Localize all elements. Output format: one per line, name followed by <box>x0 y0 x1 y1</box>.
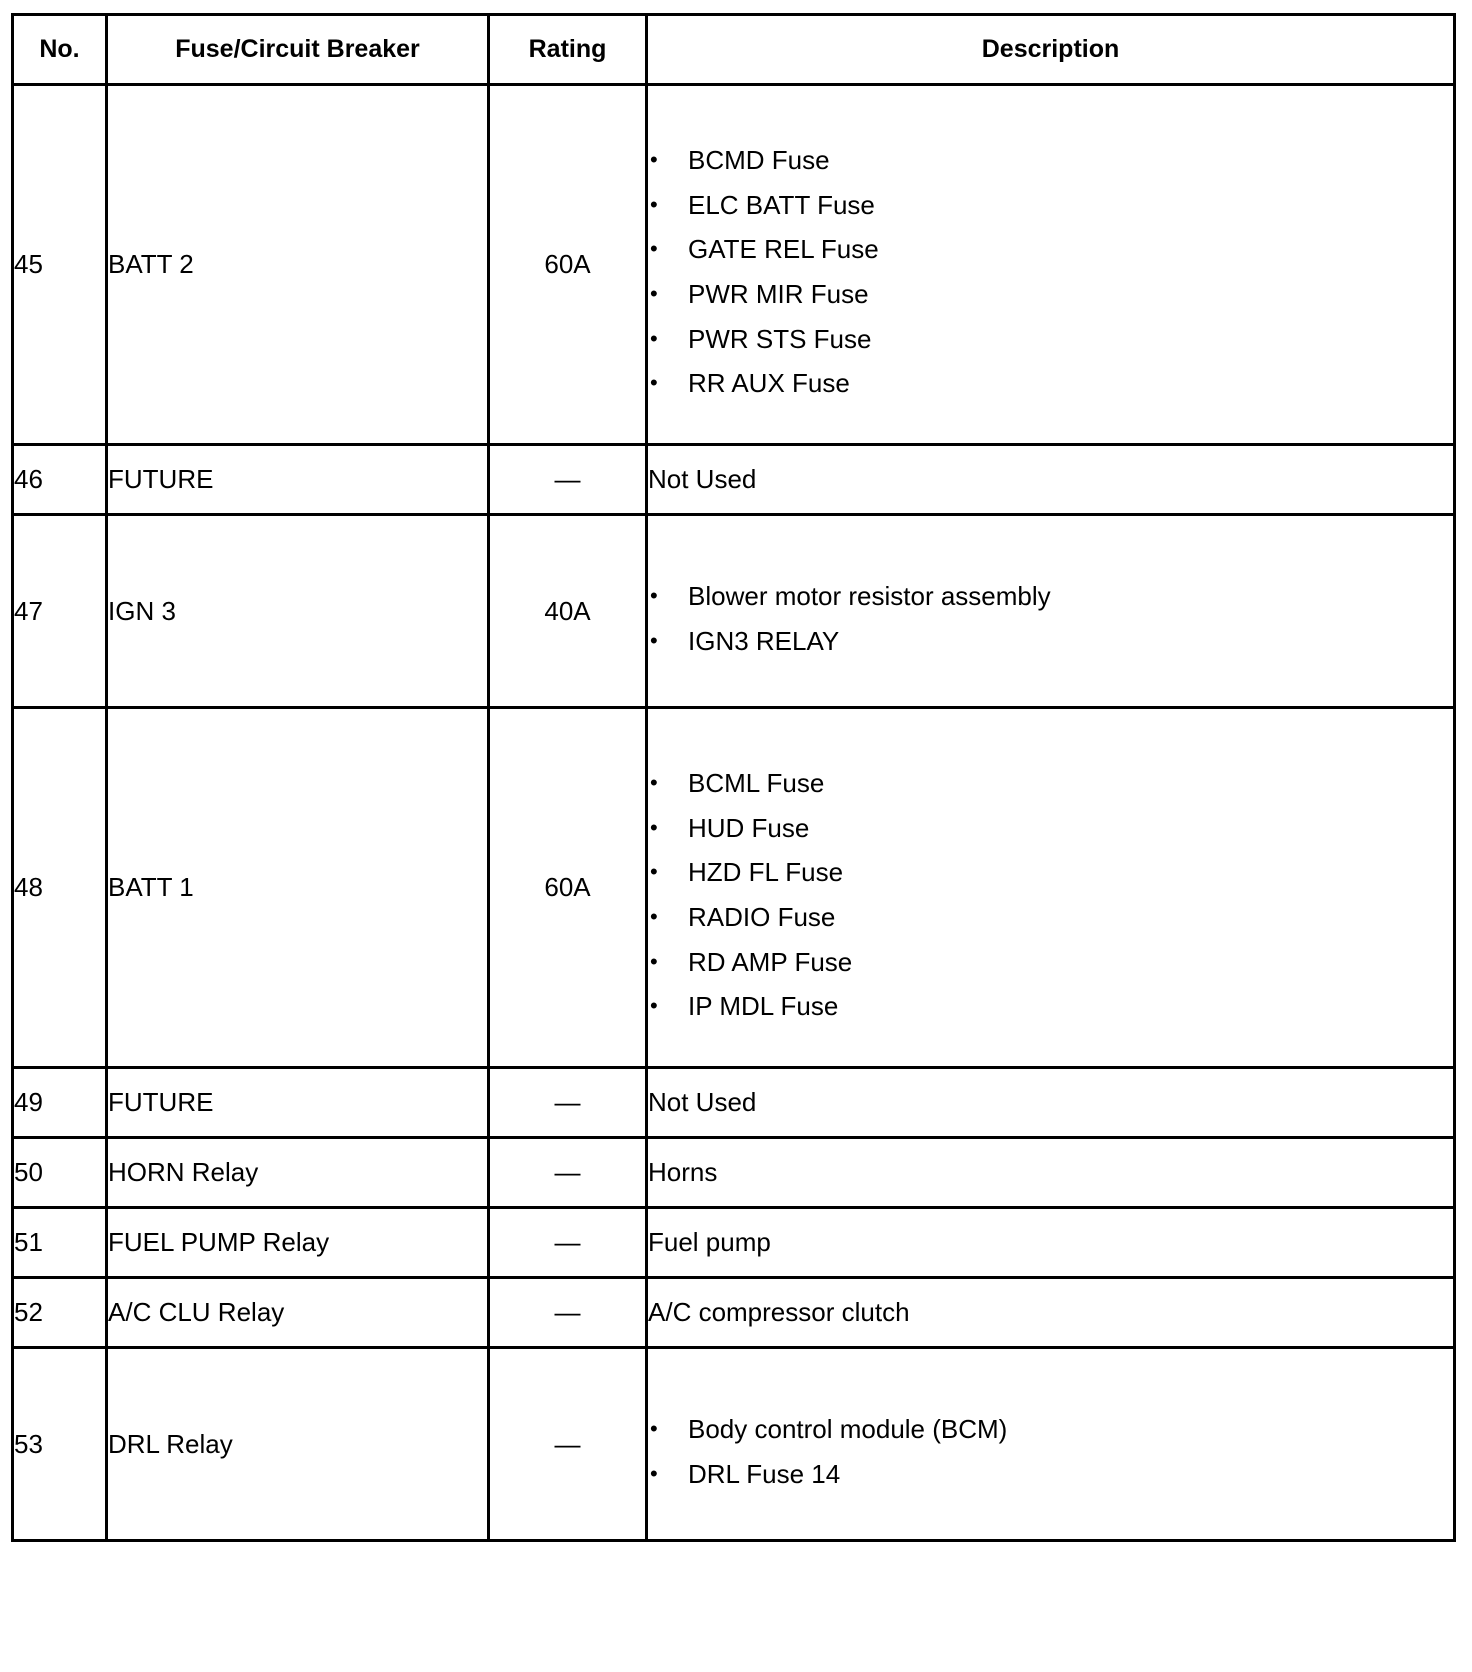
description-cell <box>647 515 1455 708</box>
description-item: • HUD Fuse <box>648 808 1453 853</box>
fuse-rating: — <box>489 1348 647 1541</box>
fuse-rating: 60A <box>489 85 647 445</box>
fuse-rating: — <box>489 1138 647 1208</box>
description-item: • PWR STS Fuse <box>648 319 1453 364</box>
description-item: • RR AUX Fuse <box>648 363 1453 408</box>
row-number: 46 <box>13 445 107 515</box>
description-text: Not Used <box>647 1068 1455 1138</box>
fuse-name: A/C CLU Relay <box>107 1278 489 1348</box>
description-cell <box>647 85 1455 445</box>
fuse-rating: 60A <box>489 708 647 1068</box>
description-item: • RD AMP Fuse <box>648 942 1453 987</box>
description-item: • Blower motor resistor assembly <box>648 576 1453 621</box>
fuse-rating: — <box>489 445 647 515</box>
row-number: 50 <box>13 1138 107 1208</box>
description-item: • DRL Fuse 14 <box>648 1454 1453 1499</box>
table-row <box>13 85 1455 445</box>
fuse-name: DRL Relay <box>107 1348 489 1541</box>
fuse-table <box>11 13 1456 1542</box>
description-item: • IGN3 RELAY <box>648 621 1453 666</box>
header-row <box>13 15 1455 85</box>
description-text: Not Used <box>647 445 1455 515</box>
row-number: 53 <box>13 1348 107 1541</box>
description-item: • HZD FL Fuse <box>648 852 1453 897</box>
table-header <box>13 15 1455 85</box>
table-row <box>13 445 1455 515</box>
table-body <box>13 85 1455 1541</box>
fuse-name: FUTURE <box>107 445 489 515</box>
header-fuse: Fuse/Circuit Breaker <box>107 15 489 85</box>
fuse-rating: — <box>489 1278 647 1348</box>
header-rating: Rating <box>489 15 647 85</box>
description-item: • Body control module (BCM) <box>648 1409 1453 1454</box>
table-row <box>13 1138 1455 1208</box>
description-list <box>648 121 1453 408</box>
table-row <box>13 1068 1455 1138</box>
fuse-name: IGN 3 <box>107 515 489 708</box>
row-number: 49 <box>13 1068 107 1138</box>
description-list <box>648 1390 1453 1498</box>
description-item: • IP MDL Fuse <box>648 986 1453 1031</box>
description-item: • RADIO Fuse <box>648 897 1453 942</box>
description-text: Horns <box>647 1138 1455 1208</box>
row-number: 51 <box>13 1208 107 1278</box>
description-item: • ELC BATT Fuse <box>648 185 1453 230</box>
table-row <box>13 1278 1455 1348</box>
row-number: 52 <box>13 1278 107 1348</box>
fuse-name: FUEL PUMP Relay <box>107 1208 489 1278</box>
description-cell <box>647 708 1455 1068</box>
table-row <box>13 1348 1455 1541</box>
header-description: Description <box>647 15 1455 85</box>
description-list <box>648 744 1453 1031</box>
description-text: Fuel pump <box>647 1208 1455 1278</box>
description-item: • PWR MIR Fuse <box>648 274 1453 319</box>
fuse-rating: 40A <box>489 515 647 708</box>
description-item: • BCMD Fuse <box>648 140 1453 185</box>
fuse-name: BATT 1 <box>107 708 489 1068</box>
fuse-name: FUTURE <box>107 1068 489 1138</box>
fuse-name: HORN Relay <box>107 1138 489 1208</box>
row-number: 48 <box>13 708 107 1068</box>
fuse-name: BATT 2 <box>107 85 489 445</box>
description-text: A/C compressor clutch <box>647 1278 1455 1348</box>
description-cell <box>647 1348 1455 1541</box>
description-item: • BCML Fuse <box>648 763 1453 808</box>
table-row <box>13 1208 1455 1278</box>
table-row <box>13 515 1455 708</box>
fuse-rating: — <box>489 1068 647 1138</box>
fuse-rating: — <box>489 1208 647 1278</box>
description-item: • GATE REL Fuse <box>648 229 1453 274</box>
description-list <box>648 557 1453 665</box>
row-number: 45 <box>13 85 107 445</box>
table-row <box>13 708 1455 1068</box>
header-no: No. <box>13 15 107 85</box>
row-number: 47 <box>13 515 107 708</box>
